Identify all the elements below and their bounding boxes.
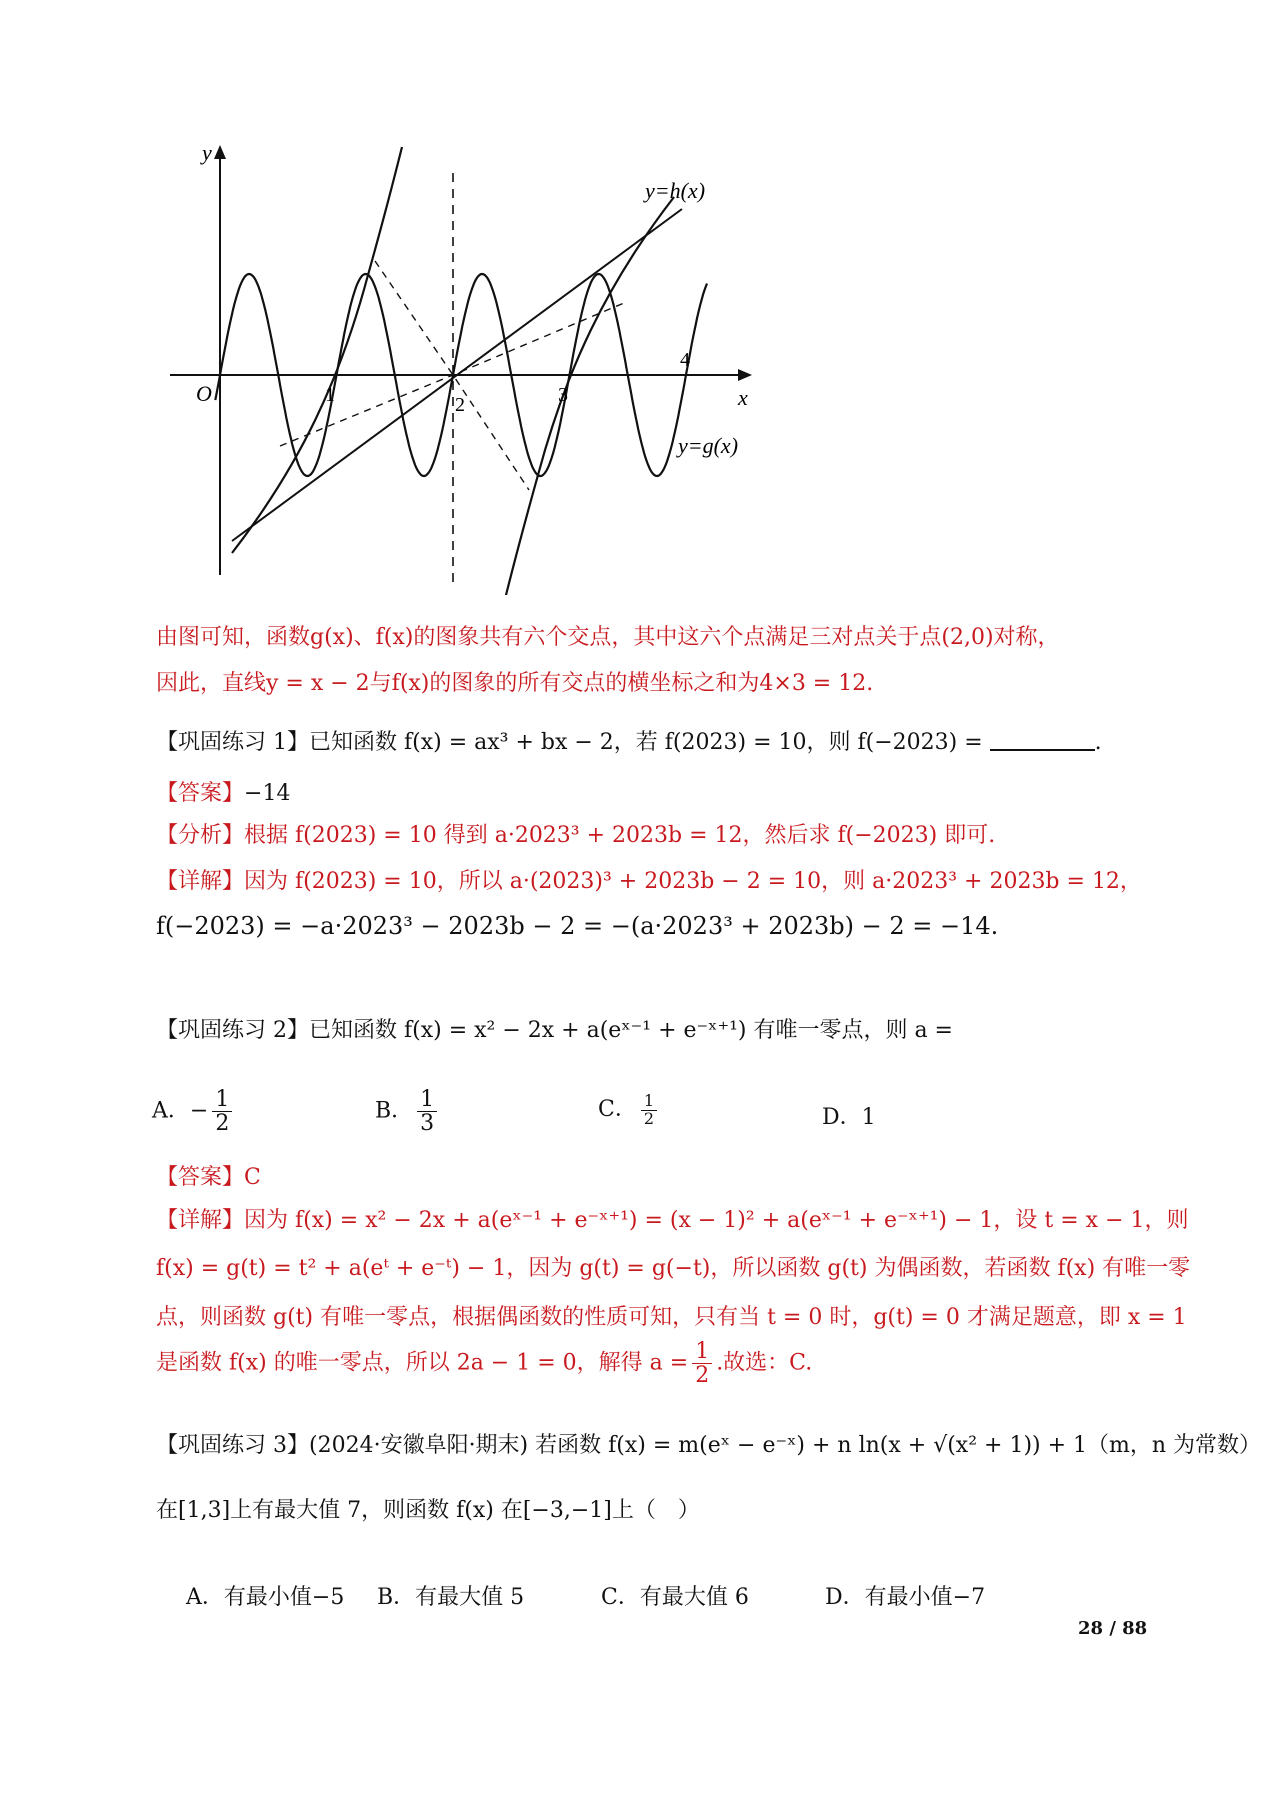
tick-label-3: 3 xyxy=(558,384,568,406)
option-b-denominator: 3 xyxy=(420,1111,435,1137)
exercise-1-detail-2: f(−2023) = −a·2023³ − 2023b − 2 = −(a·2023³ + 2023b) − 2 = −14. xyxy=(156,912,999,940)
option-c-fraction xyxy=(641,1090,657,1128)
exercise-1-answer xyxy=(156,776,290,807)
option-a-letter: A． xyxy=(152,1098,190,1124)
option-c-denominator: 2 xyxy=(643,1108,655,1128)
tick-label-2: 2 xyxy=(455,394,465,416)
option-d-letter: D． xyxy=(822,1105,862,1130)
answer-value: C xyxy=(244,1165,261,1190)
exercise-2-detail-2: f(x) = g(t) = t² + a(eᵗ + e⁻ᵗ) − 1，因为 g(t) = g(−t)，所以函数 g(t) 为偶函数，若函数 f(x) 有唯一零 xyxy=(156,1256,1191,1281)
x-axis-label: x xyxy=(738,385,748,410)
exercise-2-answer xyxy=(156,1160,261,1191)
exercise-1-tag: 【巩固练习 1】 xyxy=(156,730,309,755)
answer-value: −14 xyxy=(244,781,291,806)
tick-label-4: 4 xyxy=(680,349,690,371)
option-a-numerator: 1 xyxy=(212,1088,232,1112)
detail-4-denominator: 2 xyxy=(695,1363,710,1389)
option-a[interactable]: A．有最小值−5 xyxy=(186,1585,345,1610)
exercise-3-tag: 【巩固练习 3】 xyxy=(156,1433,309,1458)
option-a[interactable] xyxy=(152,1088,236,1135)
exercise-1-end: . xyxy=(1094,730,1102,755)
analysis-tag: 【分析】 xyxy=(156,823,245,848)
h-curve-label: y=h(x) xyxy=(645,178,706,203)
origin-label: O xyxy=(196,381,212,406)
detail-4-numerator: 1 xyxy=(692,1340,712,1364)
exercise-2-detail-3: 点，则函数 g(t) 有唯一零点，根据偶函数的性质可知，只有当 t = 0 时，g(t) = 0 才满足题意，即 x = 1 xyxy=(156,1305,1187,1330)
explanation-line-2: 因此，直线y = x − 2与f(x)的图象的所有交点的横坐标之和为4×3 = 12. xyxy=(156,671,874,696)
exercise-3-text: (2024·安徽阜阳·期末) 若函数 f(x) = m(eˣ − e⁻ˣ) + n ln(x + √(x² + 1)) + 1（m，n 为常数） xyxy=(309,1433,1262,1458)
exercise-2-text: 已知函数 f(x) = x² − 2x + a(eˣ⁻¹ + e⁻ˣ⁺¹) 有唯一零点，则 a = xyxy=(309,1018,953,1043)
f-curve-right-branch xyxy=(504,197,674,595)
option-b[interactable] xyxy=(375,1088,441,1135)
function-graph xyxy=(150,135,770,595)
exercise-1-text: 已知函数 f(x) = ax³ + bx − 2，若 f(2023) = 10，则 f(−2023) = xyxy=(309,730,983,755)
option-a-fraction xyxy=(212,1088,232,1135)
option-c[interactable] xyxy=(598,1092,661,1127)
option-a-sign: − xyxy=(189,1098,209,1124)
detail-4-text-a: 是函数 f(x) 的唯一零点，所以 2a − 1 = 0，解得 a = xyxy=(156,1350,689,1376)
g-curve-label: y=g(x) xyxy=(678,433,739,458)
f-curve-left-branch xyxy=(232,147,402,553)
exercise-1-analysis xyxy=(156,818,995,849)
tick-label-1: 1 xyxy=(325,384,335,406)
explanation-line-1: 由图可知，函数g(x)、f(x)的图象共有六个交点，其中这六个点满足三对点关于点(2,0)对称， xyxy=(156,625,1060,650)
detail-tag: 【详解】 xyxy=(156,1208,245,1233)
exercise-2-tag: 【巩固练习 2】 xyxy=(156,1018,309,1043)
detail-4-text-b: .故选：C. xyxy=(716,1350,813,1376)
answer-blank xyxy=(990,749,1095,751)
exercise-3-question-1 xyxy=(156,1428,1261,1459)
detail-4-fraction xyxy=(692,1340,712,1387)
option-d[interactable] xyxy=(822,1100,876,1131)
option-d[interactable]: D．有最小值−7 xyxy=(825,1585,986,1610)
option-b-letter: B． xyxy=(375,1098,414,1124)
detail-text: 因为 f(x) = x² − 2x + a(eˣ⁻¹ + e⁻ˣ⁺¹) = (x − 1)² + a(eˣ⁻¹ + e⁻ˣ⁺¹) − 1，设 t = x − 1，则 xyxy=(244,1208,1189,1233)
detail-tag: 【详解】 xyxy=(156,869,245,894)
answer-tag: 【答案】 xyxy=(156,1165,245,1190)
exercise-2-detail-4 xyxy=(156,1340,812,1387)
detail-text: 因为 f(2023) = 10，所以 a·(2023)³ + 2023b − 2 = 10，则 a·2023³ + 2023b = 12， xyxy=(244,869,1142,894)
option-c-letter: C． xyxy=(598,1097,637,1122)
exercise-3-question-2: 在[1,3]上有最大值 7，则函数 f(x) 在[−3,−1]上（ ） xyxy=(156,1498,700,1523)
option-c-numerator: 1 xyxy=(641,1093,657,1111)
answer-tag: 【答案】 xyxy=(156,781,245,806)
option-b[interactable]: B．有最大值 5 xyxy=(377,1585,525,1610)
y-axis-label: y xyxy=(202,140,212,165)
exercise-2-detail-1 xyxy=(156,1203,1189,1234)
option-b-fraction xyxy=(417,1088,437,1135)
analysis-text: 根据 f(2023) = 10 得到 a·2023³ + 2023b = 12，然后求 f(−2023) 即可. xyxy=(244,823,996,848)
exercise-1-detail-1 xyxy=(156,864,1142,895)
page-number: 28 / 88 xyxy=(1078,1618,1148,1639)
option-b-numerator: 1 xyxy=(417,1088,437,1112)
exercise-1-question xyxy=(156,725,1102,756)
option-d-value: 1 xyxy=(861,1105,876,1130)
exercise-2-question xyxy=(156,1013,953,1044)
option-c[interactable]: C．有最大值 6 xyxy=(601,1585,749,1610)
option-a-denominator: 2 xyxy=(215,1111,230,1137)
